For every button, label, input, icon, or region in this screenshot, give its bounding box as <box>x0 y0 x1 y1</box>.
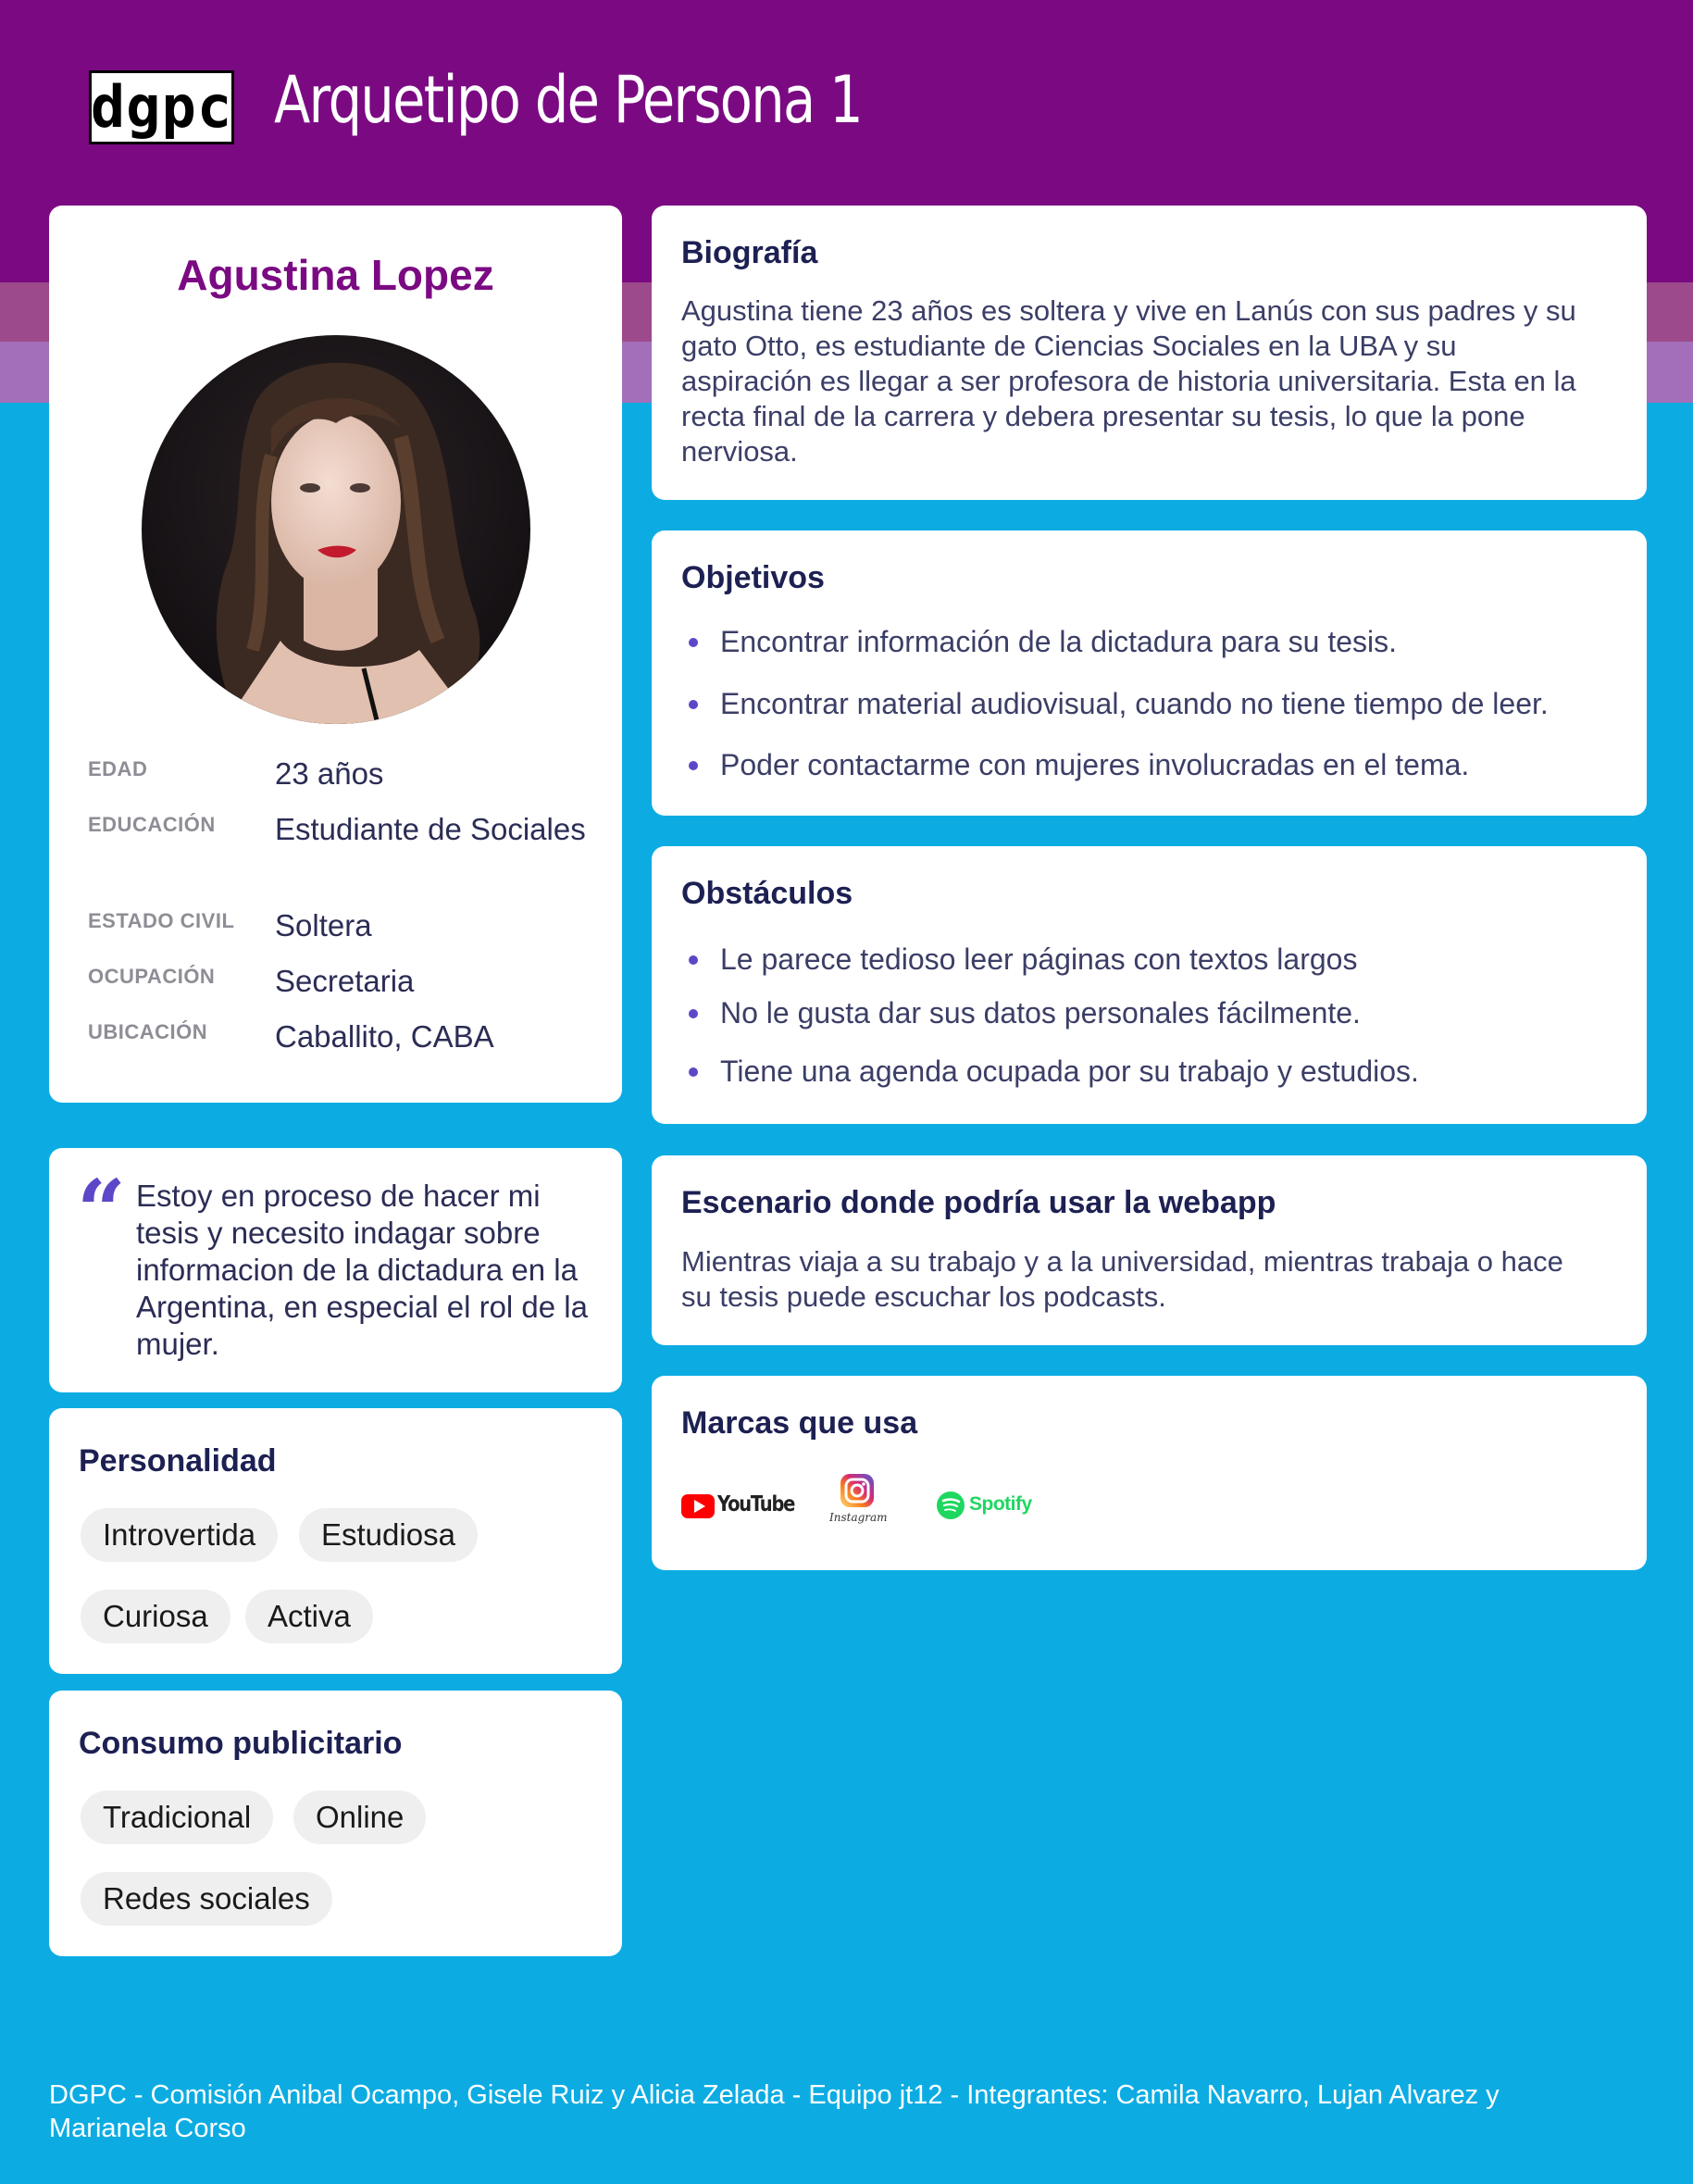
info-label: OCUPACIÓN <box>88 965 216 988</box>
avatar-photo <box>142 335 530 724</box>
obstacle-item: No le gusta dar sus datos personales fácilmente. <box>681 994 1361 1031</box>
advertising-consumption-card <box>49 1691 622 1956</box>
biography-title: Biografía <box>681 235 818 270</box>
youtube-logo <box>681 1489 795 1526</box>
profile-card <box>49 206 622 1103</box>
biography-text: Agustina tiene 23 años es soltera y vive en Lanús con sus padres y su gato Otto, es estudiante de Ciencias Sociales en la UBA y su aspiración es llegar a ser profesora de historia universitaria. Esta en la recta final de la carrera y debera presentar su tesis, lo que la pone nerviosa. <box>681 294 1576 468</box>
consumption-chip: Redes sociales <box>81 1872 332 1926</box>
consumption-chip: Tradicional <box>81 1791 273 1844</box>
obstacle-item: Le parece tedioso leer páginas con textos largos <box>681 941 1357 978</box>
dgpc-logo: dgpc <box>89 70 234 144</box>
bullet-icon <box>689 1067 698 1077</box>
personality-title: Personalidad <box>79 1443 277 1479</box>
info-label: ESTADO CIVIL <box>88 909 235 932</box>
personality-card <box>49 1408 622 1674</box>
avatar <box>142 335 530 724</box>
brands-card <box>652 1376 1647 1570</box>
info-label: EDUCACIÓN <box>88 813 216 836</box>
personality-chip: Introvertida <box>81 1508 278 1562</box>
obstacles-title: Obstáculos <box>681 876 853 911</box>
scenario-title: Escenario donde podría usar la webapp <box>681 1185 1276 1220</box>
info-value: Caballito, CABA <box>275 1019 494 1054</box>
info-label: UBICACIÓN <box>88 1020 208 1043</box>
info-label: EDAD <box>88 757 148 780</box>
objectives-title: Objetivos <box>681 560 825 595</box>
consumption-chip: Online <box>293 1791 426 1844</box>
quote-card <box>49 1148 622 1392</box>
scenario-card <box>652 1155 1647 1345</box>
consumption-title: Consumo publicitario <box>79 1726 403 1761</box>
bullet-icon <box>689 638 698 647</box>
objectives-card <box>652 530 1647 816</box>
page-title: Arquetipo de Persona 1 <box>274 62 862 138</box>
bullet-icon <box>689 955 698 965</box>
info-value: Estudiante de Sociales <box>275 812 586 846</box>
persona-name: Agustina Lopez <box>177 251 494 299</box>
obstacles-card <box>652 846 1647 1124</box>
personality-chip: Estudiosa <box>299 1508 478 1562</box>
scenario-text: Mientras viaja a su trabajo y a la universidad, mientras trabaja o hace su tesis puede escuchar los podcasts. <box>681 1245 1563 1313</box>
objective-item: Poder contactarme con mujeres involucradas en el tema. <box>681 746 1469 783</box>
biography-card <box>652 206 1647 500</box>
bullet-icon <box>689 761 698 770</box>
instagram-logo <box>829 1468 888 1533</box>
bullet-icon <box>689 1009 698 1018</box>
quote-text: Estoy en proceso de hacer mi tesis y necesito indagar sobre informacion de la dictadura en la Argentina, en especial el rol de la mujer. <box>136 1179 588 1361</box>
personality-chip: Curiosa <box>81 1590 230 1643</box>
instagram-label: Instagram <box>829 1511 888 1524</box>
info-value: Secretaria <box>275 964 415 998</box>
brands-row <box>681 1468 1237 1542</box>
obstacle-item: Tiene una agenda ocupada por su trabajo y estudios. <box>681 1053 1419 1090</box>
objective-item: Encontrar material audiovisual, cuando no tiene tiempo de leer. <box>681 685 1549 722</box>
brands-title: Marcas que usa <box>681 1405 918 1441</box>
info-value: 23 años <box>275 756 384 791</box>
info-value: Soltera <box>275 908 372 942</box>
quote-icon: “ <box>77 1161 126 1261</box>
youtube-label: YouTube <box>717 1492 795 1516</box>
footer-credits: DGPC - Comisión Anibal Ocampo, Gisele Ruiz y Alicia Zelada - Equipo jt12 - Integrantes: Camila Navarro, Lujan Alvarez y Marianela Corso <box>49 2080 1500 2143</box>
personality-chip: Activa <box>245 1590 373 1643</box>
objective-item: Encontrar información de la dictadura para su tesis. <box>681 623 1397 660</box>
bullet-icon <box>689 700 698 709</box>
spotify-logo <box>936 1487 1065 1524</box>
spotify-label: Spotify <box>969 1493 1032 1515</box>
